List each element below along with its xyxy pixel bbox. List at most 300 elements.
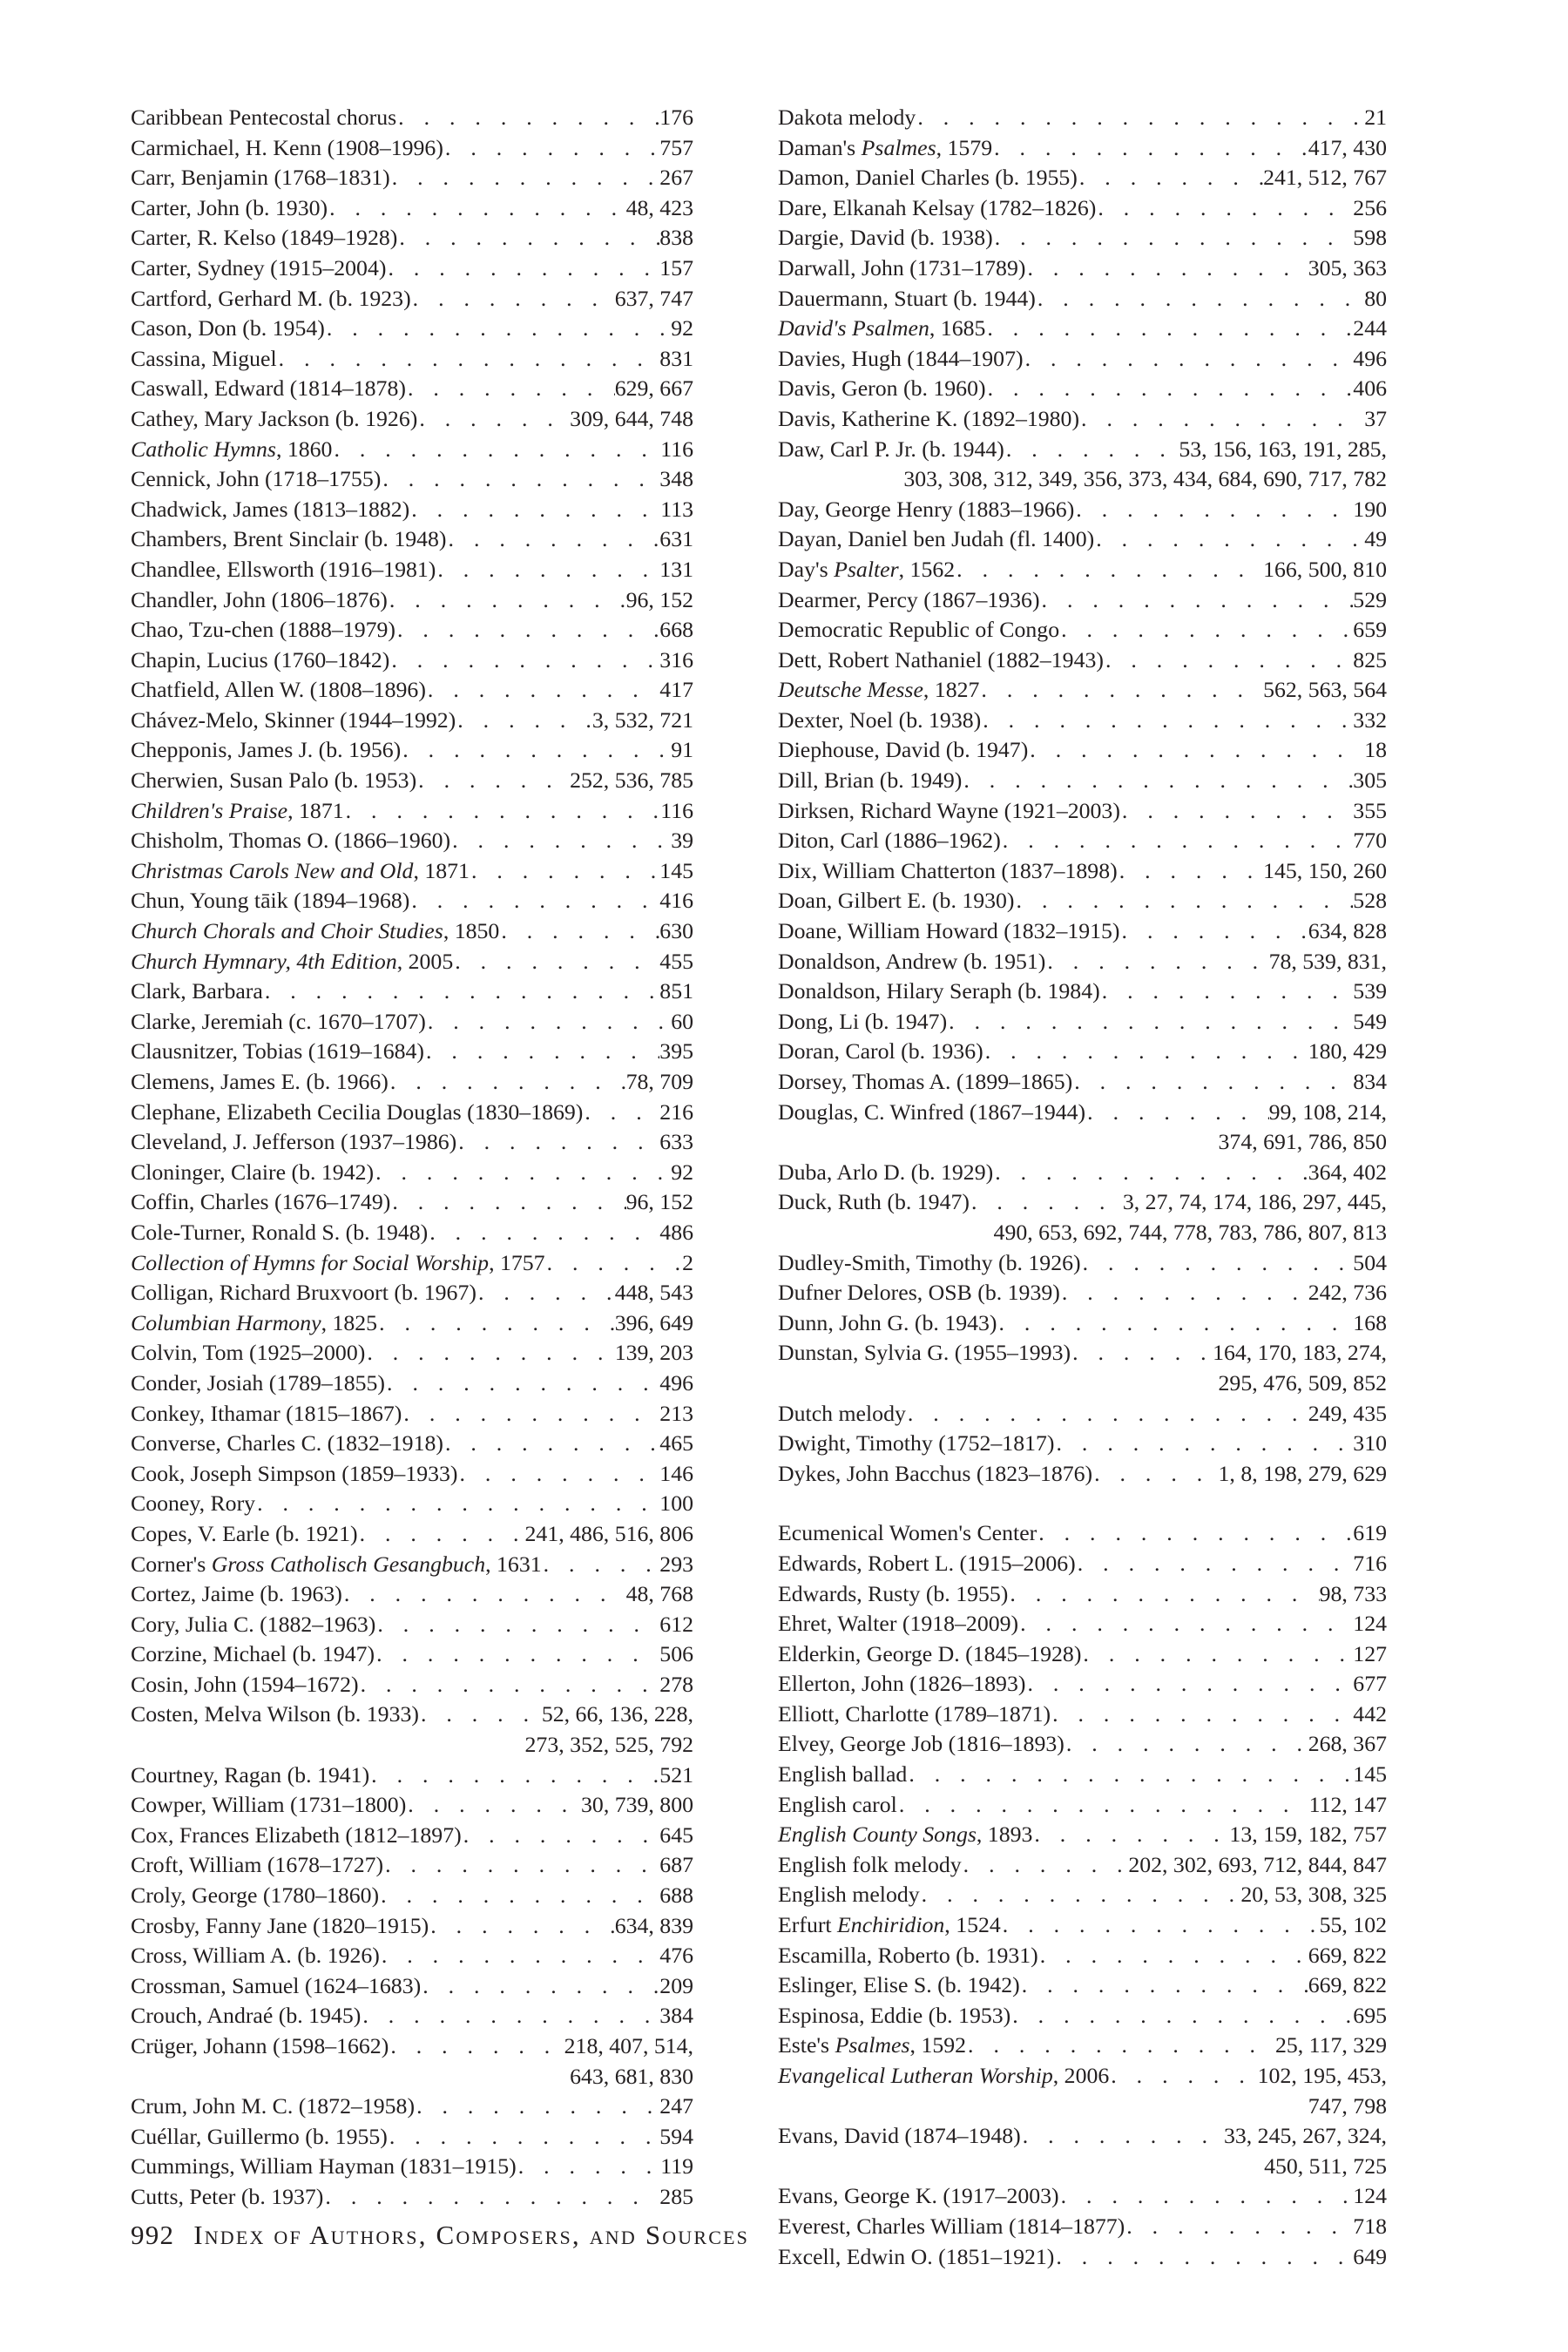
entry-name: Clarke, Jeremiah (c. 1670–1707) xyxy=(131,1008,426,1034)
entry-name: Evans, George K. (1917–2003) xyxy=(778,2183,1059,2209)
index-entry xyxy=(778,1850,1387,1881)
entry-name: Dill, Brian (b. 1949) xyxy=(778,767,963,794)
dot-leader xyxy=(1076,1549,1354,1579)
entry-pages: 49 xyxy=(1364,526,1387,552)
index-entry xyxy=(778,404,1387,435)
index-entry xyxy=(778,585,1387,616)
index-entry xyxy=(131,2031,693,2092)
index-entry xyxy=(778,1338,1387,1398)
entry-pages: 164, 170, 183, 274, xyxy=(1213,1340,1387,1366)
entry-pages: 310 xyxy=(1353,1430,1387,1456)
dot-leader xyxy=(1001,1910,1320,1941)
entry-name: Doran, Carol (b. 1936) xyxy=(778,1038,983,1064)
entry-pages: 757 xyxy=(659,134,693,160)
dot-leader xyxy=(426,1007,671,1037)
index-entry xyxy=(131,706,693,736)
index-entry xyxy=(778,1609,1387,1639)
dot-leader xyxy=(436,555,659,585)
index-entry xyxy=(131,826,693,856)
entry-pages: 249, 435 xyxy=(1308,1400,1387,1426)
entry-pages: 668 xyxy=(659,617,693,643)
index-entry xyxy=(778,826,1387,856)
index-entry xyxy=(131,2001,693,2031)
dot-leader xyxy=(1059,2181,1354,2212)
dot-leader xyxy=(415,2092,659,2122)
dot-leader xyxy=(453,947,659,977)
index-entry xyxy=(131,374,693,404)
dot-leader xyxy=(447,524,660,555)
dot-leader xyxy=(395,615,659,645)
entry-pages: 316 xyxy=(659,646,693,672)
index-entry xyxy=(778,1007,1387,1037)
entry-name: Dearmer, Percy (1867–1936) xyxy=(778,586,1040,612)
entry-name: Clausnitzer, Tobias (1619–1684) xyxy=(131,1038,425,1064)
entry-name: Carter, Sydney (1915–2004) xyxy=(131,254,387,280)
entry-name: Church Hymnary, 4th Edition, 2005 xyxy=(131,948,454,974)
entry-name: Christmas Carols New and Old, 1871 xyxy=(131,857,470,883)
dot-leader xyxy=(1028,735,1364,766)
entry-pages-continued: 747, 798 xyxy=(1308,2092,1387,2119)
dot-leader xyxy=(374,1158,671,1188)
index-entry xyxy=(131,524,693,555)
entry-name: Dexter, Noel (b. 1938) xyxy=(778,706,982,733)
entry-name: Collection of Hymns for Social Worship, 1757 xyxy=(131,1249,545,1275)
entry-name: Este's Psalmes, 1592 xyxy=(778,2032,967,2058)
entry-pages: 278 xyxy=(659,1671,693,1697)
dot-leader xyxy=(1054,2242,1353,2273)
dot-leader xyxy=(426,675,659,706)
dot-leader xyxy=(1104,645,1353,676)
entry-name: Evans, David (1874–1948) xyxy=(778,2123,1021,2149)
index-entry xyxy=(778,1639,1387,1670)
dot-leader xyxy=(993,1158,1308,1188)
dot-leader xyxy=(409,495,660,525)
index-entry xyxy=(778,1098,1387,1158)
entry-name: Dix, William Chatterton (1837–1898) xyxy=(778,857,1118,883)
index-entry xyxy=(778,1820,1387,1850)
entry-pages: 190 xyxy=(1353,496,1387,522)
entry-name: Elderkin, George D. (1845–1928) xyxy=(778,1640,1082,1666)
entry-pages: 131 xyxy=(659,556,693,582)
dot-leader xyxy=(1045,947,1268,977)
entry-name: English melody xyxy=(778,1882,920,1908)
entry-pages: 18 xyxy=(1364,737,1387,763)
dot-leader xyxy=(379,1881,659,1911)
entry-name: Cason, Don (b. 1954) xyxy=(131,315,325,341)
dot-leader xyxy=(419,1700,542,1730)
index-entry xyxy=(131,645,693,676)
dot-leader xyxy=(411,284,615,314)
dot-leader xyxy=(365,1338,614,1369)
index-entry xyxy=(131,1399,693,1429)
index-entry xyxy=(778,524,1387,555)
dot-leader xyxy=(1079,404,1364,435)
entry-pages: 116 xyxy=(660,436,693,462)
dot-leader xyxy=(462,1821,660,1851)
index-entry xyxy=(131,1007,693,1037)
dot-leader xyxy=(389,1067,626,1098)
entry-pages: 677 xyxy=(1353,1671,1387,1697)
entry-pages: 96, 152 xyxy=(625,1189,693,1215)
index-entry xyxy=(778,1399,1387,1429)
dot-leader xyxy=(499,916,659,947)
entry-pages: 13, 159, 182, 757 xyxy=(1229,1821,1387,1848)
index-entry xyxy=(131,253,693,284)
index-entry xyxy=(778,1910,1387,1941)
entry-pages: 145 xyxy=(659,857,693,883)
entry-name: Cassina, Miguel xyxy=(131,345,277,371)
dot-leader xyxy=(328,193,626,224)
entry-pages: 119 xyxy=(660,2153,693,2180)
entry-name: Dong, Li (b. 1947) xyxy=(778,1008,948,1034)
entry-pages: 669, 822 xyxy=(1308,1942,1387,1968)
entry-name: Cloninger, Claire (b. 1942) xyxy=(131,1159,375,1185)
entry-pages: 332 xyxy=(1353,706,1387,733)
entry-pages: 60 xyxy=(671,1008,693,1034)
entry-pages: 695 xyxy=(1353,2002,1387,2028)
entry-name: Carmichael, H. Kenn (1908–1996) xyxy=(131,134,443,160)
entry-pages: 80 xyxy=(1364,285,1387,311)
dot-leader xyxy=(1015,886,1354,916)
index-entry xyxy=(778,796,1387,827)
dot-leader xyxy=(542,1550,660,1580)
index-entry xyxy=(131,2152,693,2182)
entry-name: Cennick, John (1718–1755) xyxy=(131,466,382,492)
index-entry xyxy=(131,163,693,193)
entry-name: Carr, Benjamin (1768–1831) xyxy=(131,165,390,191)
index-entry xyxy=(131,1670,693,1700)
entry-pages: 52, 66, 136, 228, xyxy=(541,1701,693,1727)
entry-pages: 268, 367 xyxy=(1308,1731,1387,1757)
entry-pages: 242, 736 xyxy=(1308,1280,1387,1306)
dot-leader xyxy=(1092,1459,1218,1490)
entry-name: Dorsey, Thomas A. (1899–1865) xyxy=(778,1069,1073,1094)
entry-pages: 202, 302, 693, 712, 844, 847 xyxy=(1128,1851,1387,1877)
index-entry xyxy=(131,1067,693,1098)
entry-name: Conkey, Ithamar (1815–1867) xyxy=(131,1400,402,1426)
entry-pages: 25, 117, 329 xyxy=(1274,2032,1387,2058)
dot-leader xyxy=(443,1429,659,1459)
dot-leader xyxy=(1025,253,1308,284)
entry-pages-continued: 273, 352, 525, 792 xyxy=(524,1732,693,1758)
entry-pages: 465 xyxy=(659,1430,693,1456)
dot-leader xyxy=(1064,1729,1308,1760)
dot-leader xyxy=(993,223,1354,253)
dot-leader xyxy=(361,2001,659,2031)
dot-leader xyxy=(380,1941,659,1971)
entry-name: Daman's Psalmes, 1579 xyxy=(778,134,993,160)
entry-name: Cox, Frances Elizabeth (1812–1897) xyxy=(131,1821,462,1848)
dot-leader xyxy=(381,464,659,495)
dot-leader xyxy=(421,1971,659,2002)
entry-pages: 92 xyxy=(671,315,693,341)
entry-name: Chepponis, James J. (b. 1956) xyxy=(131,737,402,763)
index-entry xyxy=(778,133,1387,164)
entry-pages: 598 xyxy=(1353,225,1387,251)
entry-name: Ecumenical Women's Center xyxy=(778,1520,1037,1546)
entry-pages: 528 xyxy=(1353,888,1387,914)
entry-name: Colvin, Tom (1925–2000) xyxy=(131,1340,366,1366)
dot-leader xyxy=(962,1850,1129,1881)
index-entry xyxy=(778,193,1387,224)
index-entry xyxy=(131,1821,693,1851)
entry-name: Crosby, Fanny Jane (1820–1915) xyxy=(131,1912,429,1938)
entry-name: Edwards, Robert L. (1915–2006) xyxy=(778,1550,1076,1576)
entry-pages: 825 xyxy=(1353,646,1387,672)
entry-pages: 92 xyxy=(671,1159,693,1185)
entry-name: Cleveland, J. Jefferson (1937–1986) xyxy=(131,1129,457,1155)
index-entry xyxy=(778,435,1387,495)
entry-pages: 252, 536, 785 xyxy=(570,767,693,794)
index-entry xyxy=(131,977,693,1007)
index-entry xyxy=(131,2122,693,2153)
entry-name: Doan, Gilbert E. (b. 1930) xyxy=(778,888,1015,914)
entry-name: Croft, William (1678–1727) xyxy=(131,1852,384,1878)
dot-leader xyxy=(416,766,570,796)
dot-leader xyxy=(388,2122,659,2153)
entry-pages: 529 xyxy=(1353,586,1387,612)
entry-name: Converse, Charles C. (1832–1918) xyxy=(131,1430,443,1456)
entry-name: Cross, William A. (b. 1926) xyxy=(131,1943,380,1969)
entry-name: Cooney, Rory xyxy=(131,1490,256,1517)
entry-pages: 145, 150, 260 xyxy=(1263,857,1387,883)
entry-pages: 241, 486, 516, 806 xyxy=(524,1520,693,1546)
entry-pages: 659 xyxy=(1353,617,1387,643)
dot-leader xyxy=(517,2152,661,2182)
entry-name: Catholic Hymns, 1860 xyxy=(131,436,333,462)
entry-name: Douglas, C. Winfred (1867–1944) xyxy=(778,1098,1086,1125)
index-entry xyxy=(131,1098,693,1128)
entry-pages: 633 xyxy=(659,1129,693,1155)
entry-name: Elvey, George Job (1816–1893) xyxy=(778,1731,1064,1757)
index-entry xyxy=(778,555,1387,585)
entry-name: Crouch, Andraé (b. 1945) xyxy=(131,2003,362,2029)
dot-leader xyxy=(428,1218,659,1248)
entry-name: Clark, Barbara xyxy=(131,978,263,1004)
dot-leader xyxy=(397,223,659,253)
index-entry xyxy=(131,1610,693,1640)
entry-name: Everest, Charles William (1814–1877) xyxy=(778,2213,1125,2239)
entry-name: Church Chorals and Choir Studies, 1850 xyxy=(131,918,500,944)
entry-pages: 305 xyxy=(1353,767,1387,794)
index-entry xyxy=(131,856,693,887)
entry-pages: 396, 649 xyxy=(614,1309,693,1335)
index-entry xyxy=(131,1550,693,1580)
entry-name: Day's Psalter, 1562 xyxy=(778,556,956,582)
entry-pages: 645 xyxy=(659,1821,693,1848)
entry-pages: 139, 203 xyxy=(614,1340,693,1366)
entry-name: Chandler, John (1806–1876) xyxy=(131,586,388,612)
index-entry xyxy=(131,133,693,164)
entry-pages: 838 xyxy=(659,225,693,251)
index-entry xyxy=(778,1970,1387,2001)
index-entry xyxy=(131,1187,693,1218)
index-entry xyxy=(778,1067,1387,1098)
dot-leader xyxy=(920,1880,1241,1910)
dot-leader xyxy=(359,1670,660,1700)
entry-pages: 594 xyxy=(659,2123,693,2149)
index-entry xyxy=(131,1127,693,1158)
index-entry xyxy=(131,464,693,495)
index-entry xyxy=(778,1790,1387,1821)
dot-leader xyxy=(979,675,1263,706)
index-entry xyxy=(778,2121,1387,2181)
index-entry xyxy=(778,1549,1387,1579)
entry-name: Dare, Elkanah Kelsay (1782–1826) xyxy=(778,194,1097,220)
entry-pages: 688 xyxy=(659,1882,693,1909)
index-entry xyxy=(131,1971,693,2002)
entry-pages: 102, 195, 453, xyxy=(1257,2063,1387,2088)
dot-leader xyxy=(1008,1579,1319,1610)
index-column-right xyxy=(778,103,1387,2272)
entry-name: Dufner Delores, OSB (b. 1939) xyxy=(778,1280,1060,1306)
dot-leader xyxy=(1120,796,1353,827)
index-entry xyxy=(131,284,693,314)
dot-leader xyxy=(386,253,659,284)
index-entry xyxy=(778,1941,1387,1971)
entry-pages: 496 xyxy=(1353,345,1387,371)
dot-leader xyxy=(1036,284,1364,314)
dot-leader xyxy=(396,103,659,133)
entry-name: English carol xyxy=(778,1791,897,1817)
index-entry xyxy=(131,766,693,796)
dot-leader xyxy=(450,826,671,856)
entry-name: Davis, Katherine K. (1892–1980) xyxy=(778,405,1080,431)
page-footer xyxy=(131,2220,749,2251)
index-entry xyxy=(131,555,693,585)
entry-name: Dauermann, Stuart (b. 1944) xyxy=(778,285,1036,311)
entry-pages: 486 xyxy=(659,1219,693,1245)
entry-pages-continued: 374, 691, 786, 850 xyxy=(1218,1129,1387,1155)
dot-leader xyxy=(1081,1639,1353,1670)
index-entry xyxy=(131,947,693,977)
index-entry xyxy=(131,1579,693,1610)
dot-leader xyxy=(375,1610,659,1640)
entry-pages: 180, 429 xyxy=(1308,1038,1387,1064)
dot-leader xyxy=(325,314,671,344)
dot-leader xyxy=(1004,435,1179,465)
entry-name: English folk melody xyxy=(778,1851,962,1877)
index-entry xyxy=(131,1639,693,1670)
entry-name: Caribbean Pentecostal chorus xyxy=(131,105,397,130)
entry-name: Evangelical Lutheran Worship, 2006 xyxy=(778,2063,1110,2088)
entry-name: Dayan, Daniel ben Judah (fl. 1400) xyxy=(778,526,1095,552)
entry-pages: 3, 27, 74, 174, 186, 297, 445, xyxy=(1122,1189,1387,1215)
index-entry xyxy=(778,2212,1387,2242)
entry-pages: 99, 108, 214, xyxy=(1268,1098,1387,1125)
entry-pages: 629, 667 xyxy=(614,375,693,402)
index-entry xyxy=(778,103,1387,133)
index-entry xyxy=(131,404,693,435)
entry-name: Davis, Geron (b. 1960) xyxy=(778,375,986,402)
index-entry xyxy=(131,1790,693,1821)
entry-name: Corner's Gross Catholisch Gesangbuch, 1631 xyxy=(131,1551,542,1577)
index-entry xyxy=(778,2061,1387,2121)
index-entry xyxy=(778,1278,1387,1308)
entry-pages: 355 xyxy=(1353,797,1387,823)
entry-name: Cory, Julia C. (1882–1963) xyxy=(131,1611,376,1637)
entry-pages: 3, 532, 721 xyxy=(591,706,693,733)
entry-pages: 55, 102 xyxy=(1319,1912,1387,1938)
entry-pages: 687 xyxy=(659,1852,693,1878)
index-entry xyxy=(131,1037,693,1067)
dot-leader xyxy=(916,103,1364,133)
entry-pages: 30, 739, 800 xyxy=(581,1792,693,1818)
index-entry xyxy=(778,223,1387,253)
dot-leader xyxy=(906,1399,1308,1429)
entry-pages: 309, 644, 748 xyxy=(570,405,693,431)
dot-leader xyxy=(385,1369,659,1399)
entry-pages: 851 xyxy=(659,978,693,1004)
entry-name: Ehret, Walter (1918–2009) xyxy=(778,1611,1019,1637)
entry-name: Espinosa, Eddie (b. 1953) xyxy=(778,2002,1011,2028)
index-entry xyxy=(131,1850,693,1881)
entry-name: Dutch melody xyxy=(778,1400,906,1426)
index-entry xyxy=(131,1911,693,1942)
entry-pages: 20, 53, 308, 325 xyxy=(1240,1882,1387,1908)
dot-leader xyxy=(332,435,660,465)
entry-name: Copes, V. Earle (b. 1921) xyxy=(131,1520,358,1546)
entry-pages: 649 xyxy=(1353,2243,1387,2269)
entry-pages: 455 xyxy=(659,948,693,974)
entry-pages: 448, 543 xyxy=(614,1280,693,1306)
dot-leader xyxy=(323,2182,659,2213)
index-column-left xyxy=(131,103,693,2213)
dot-leader xyxy=(985,314,1353,344)
entry-pages: 416 xyxy=(659,888,693,914)
index-entry xyxy=(778,1760,1387,1790)
index-entry xyxy=(778,1729,1387,1760)
dot-leader xyxy=(377,1308,615,1339)
index-entry xyxy=(778,1579,1387,1610)
index-entry xyxy=(778,2242,1387,2273)
entry-name: Chun, Young tāik (1894–1968) xyxy=(131,888,410,914)
entry-name: Cathey, Mary Jackson (b. 1926) xyxy=(131,405,418,431)
entry-name: Davies, Hugh (1844–1907) xyxy=(778,345,1024,371)
entry-name: Chao, Tzu-chen (1888–1979) xyxy=(131,617,395,643)
dot-leader xyxy=(1125,2212,1353,2242)
entry-name: Clephane, Elizabeth Cecilia Douglas (1830–1869) xyxy=(131,1098,584,1125)
entry-pages: 146 xyxy=(659,1460,693,1486)
entry-pages: 33, 245, 267, 324, xyxy=(1223,2123,1387,2149)
entry-pages: 285 xyxy=(659,2183,693,2209)
entry-pages: 549 xyxy=(1353,1008,1387,1034)
entry-pages: 78, 539, 831, xyxy=(1268,948,1387,974)
entry-name: Cuéllar, Guillermo (b. 1955) xyxy=(131,2123,388,2149)
entry-pages: 496 xyxy=(659,1369,693,1396)
entry-name: Cutts, Peter (b. 1937) xyxy=(131,2183,324,2209)
index-entry xyxy=(131,675,693,706)
entry-name: Damon, Daniel Charles (b. 1955) xyxy=(778,165,1078,191)
entry-pages: 112, 147 xyxy=(1308,1791,1387,1817)
index-entry xyxy=(131,886,693,916)
entry-name: Escamilla, Roberto (b. 1931) xyxy=(778,1942,1038,1968)
index-entry xyxy=(131,2182,693,2213)
index-entry xyxy=(131,2092,693,2122)
entry-pages: 612 xyxy=(659,1611,693,1637)
entry-pages: 48, 423 xyxy=(625,194,693,220)
index-entry xyxy=(778,1459,1387,1490)
dot-leader xyxy=(456,706,592,736)
dot-leader xyxy=(358,1519,525,1550)
dot-leader xyxy=(1094,524,1364,555)
index-entry xyxy=(778,856,1387,887)
entry-pages: 417 xyxy=(659,677,693,703)
entry-name: Caswall, Edward (1814–1878) xyxy=(131,375,406,402)
entry-name: Dunstan, Sylvia G. (1955–1993) xyxy=(778,1340,1071,1366)
index-entry xyxy=(778,284,1387,314)
index-entry xyxy=(778,1158,1387,1188)
